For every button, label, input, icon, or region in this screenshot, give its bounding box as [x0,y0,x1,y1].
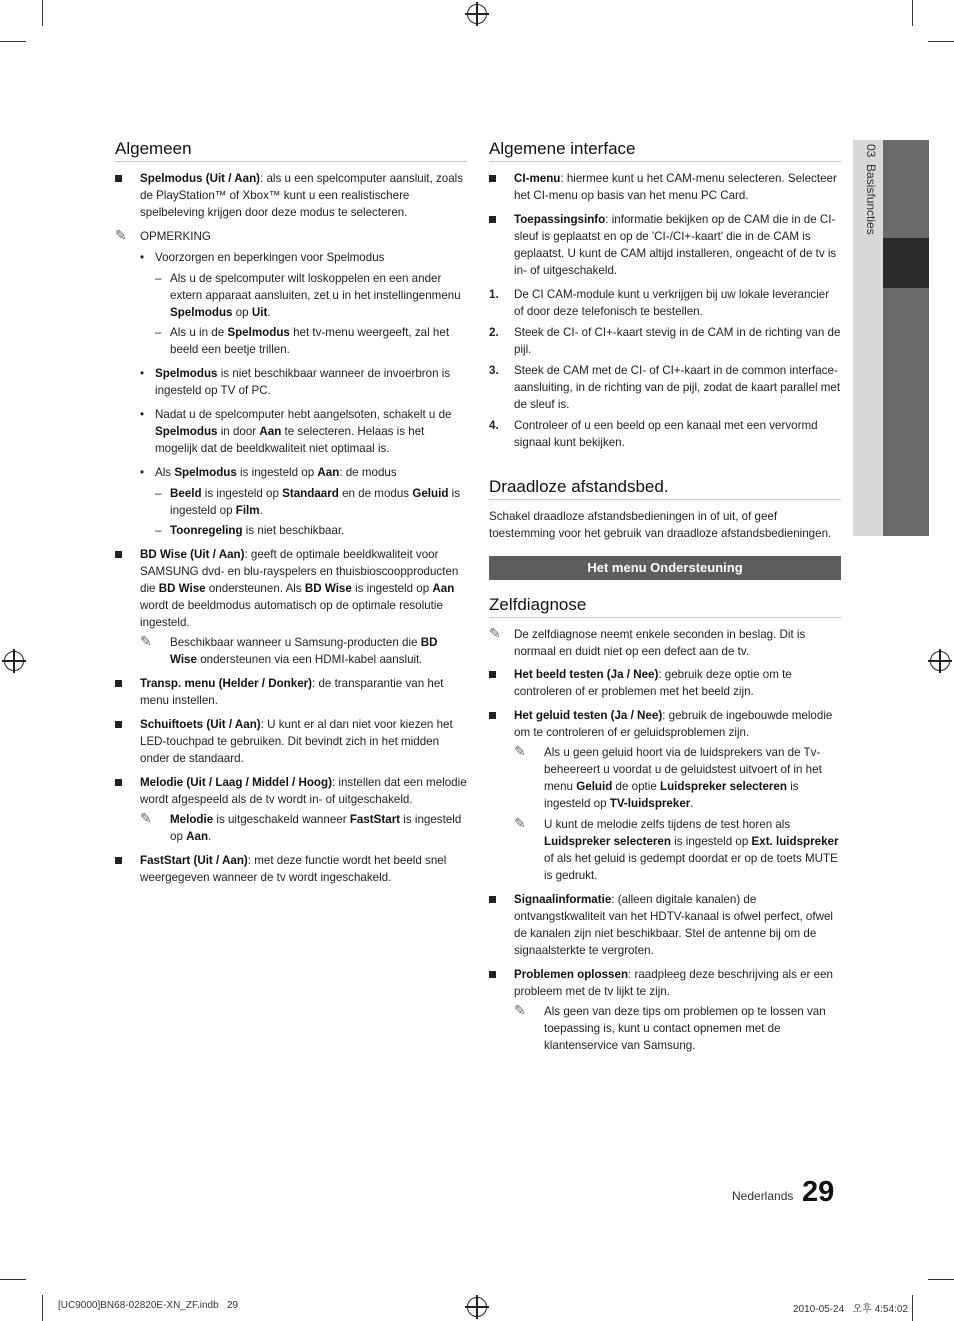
pencil-icon: ✎ [514,1002,526,1018]
note-bullet: • Als Spelmodus is ingesteld op Aan: de modus [140,466,397,479]
note-dash: – Als u de spelcomputer wilt loskoppelen en een ander extern apparaat aansluiten, zet u in het instellingenmenu Spelmodus op Uit. [155,272,461,319]
square-bullet-icon [115,721,122,728]
pencil-icon: ✎ [115,227,127,243]
note-bullet: • Voorzorgen en beperkingen voor Spelmodus [140,251,385,264]
note-geluid-2: ✎ U kunt de melodie zelfs tijdens de test horen als Luidspreker selecteren is ingesteld op Ext. luidspreker of als het geluid is gedempt doordat er op de toets MUTE is gedrukt. [514,815,839,882]
list-item-beeld-testen: Het beeld testen (Ja / Nee): gebruik deze optie om te controleren of er problemen met het beeld zijn. [489,666,841,700]
note-dash: – Toonregeling is niet beschikbaar. [155,524,345,537]
side-tab-label [858,144,878,235]
print-timestamp: 2010-05-24 오후 4:54:02 [793,1304,908,1315]
pencil-icon: ✎ [489,625,501,641]
registration-mark-icon [4,651,24,671]
side-tab-marker [883,238,929,288]
note-bullet: • Spelmodus is niet beschikbaar wanneer de invoerbron is ingesteld op TV of PC. [140,367,451,397]
list-item-geluid-testen: Het geluid testen (Ja / Nee): gebruik de ingebouwde melodie om te controleren of er geluidsproblemen zijn. [489,707,841,741]
note-dash: – Beeld is ingesteld op Standaard en de modus Geluid is ingesteld op Film. [155,487,460,517]
square-bullet-icon [489,175,496,182]
list-item-transp-menu: Transp. menu (Helder / Donker): de transparantie van het menu instellen. [115,675,467,709]
step-item: 2. Steek de CI- of CI+-kaart stevig in de CAM in de richting van de pijl. [489,326,841,356]
list-item-melodie: Melodie (Uit / Laag / Middel / Hoog): instellen dat een melodie wordt afgespeeld als de tv wordt in- of uitgeschakeld. [115,774,467,808]
step-item: 3. Steek de CAM met de CI- of CI+-kaart in de common interface-aansluiting, in de richting van de pijl, zodat de kaart parallel met de sleuf is. [489,364,841,411]
pencil-icon: ✎ [514,815,526,831]
crop-mark [928,1279,954,1280]
square-bullet-icon [489,712,496,719]
note-problemen: ✎ Als geen van deze tips om problemen op te lossen van toepassing is, kunt u contact opnemen met de klantenservice van Samsung. [514,1002,826,1052]
section-title-algemene-interface: Algemene interface [489,138,841,162]
pencil-icon: ✎ [140,633,152,649]
square-bullet-icon [489,216,496,223]
print-file-info: [UC9000]BN68-02820E-XN_ZF.indb 29 [58,1300,239,1311]
pencil-icon: ✎ [140,810,152,826]
crop-mark [912,0,913,26]
registration-mark-icon [467,1297,487,1317]
square-bullet-icon [115,175,122,182]
paragraph-draadloze: Schakel draadloze afstandsbedieningen in of uit, of geef toestemming voor het gebruik van draadloze afstandsbedieningen. [489,510,832,540]
right-column [489,138,841,1058]
section-title-draadloze: Draadloze afstandsbed. [489,476,841,500]
list-item-signaalinformatie: Signaalinformatie: (alleen digitale kanalen) de ontvangstkwaliteit van het HDTV-kanaal is ofwel perfect, ofwel de kanalen zijn niet beschikbaar. Stel de antenne bij om de signaalsterkte te vergroten. [489,891,841,959]
note-geluid-1: ✎ Als u geen geluid hoort via de luidsprekers van de Tv-beheereert u voordat u de geluidstest uitvoert of in het menu Geluid de optie Luidspreker selecteren is ingesteld op TV-luidspreker. [514,743,822,810]
square-bullet-icon [115,551,122,558]
footer-language: Nederlands [732,1189,794,1203]
note-heading: ✎ OPMERKING [115,227,211,243]
note-bullet: • Nadat u de spelcomputer hebt aangelsoten, schakelt u de Spelmodus in door Aan te selecteren. Helaas is het mogelijk dat de beeldkwaliteit niet optimaal is. [140,408,452,455]
crop-mark [928,41,954,42]
crop-mark [0,41,26,42]
registration-mark-icon [467,4,487,24]
note-dash: – Als u in de Spelmodus het tv-menu weergeeft, zal het beeld een beetje trillen. [155,326,450,356]
crop-mark [0,1279,26,1280]
list-item-toepassingsinfo: Toepassingsinfo: informatie bekijken op de CAM die in de CI-sleuf is geplaatst en op de 'CI-/CI+-kaart' die in de CAM is geplaatst. U kunt de CAM altijd installeren, ongeacht of de tv is in- of uitgeschakeld. [489,211,841,279]
crop-mark [912,1295,913,1321]
page-number: 29 [802,1176,835,1208]
registration-mark-icon [930,651,950,671]
list-item-bd-wise: BD Wise (Uit / Aan): geeft de optimale beeldkwaliteit voor SAMSUNG dvd- en blu-rayspelers en thuisbioscoopproducten die BD Wise ondersteunen. Als BD Wise is ingesteld op Aan wordt de beeldmodus automatisch op de optimale resolutie ingesteld. [115,546,467,631]
step-item: 1. De CI CAM-module kunt u verkrijgen bij uw lokale leverancier of door deze telefonisch te bestellen. [489,288,830,318]
pencil-icon: ✎ [514,743,526,759]
crop-mark [42,0,43,26]
list-item-spelmodus: Spelmodus (Uit / Aan): als u een spelcomputer aansluit, zoals de PlayStation™ of Xbox™ kunt u een realistischere spelbeleving krijgen door deze modus te selecteren. [115,170,467,221]
section-title-zelfdiagnose: Zelfdiagnose [489,594,841,618]
section-title-algemeen: Algemeen [115,138,467,162]
square-bullet-icon [489,896,496,903]
menu-section-bar: Het menu Ondersteuning [489,556,841,580]
left-column [115,138,467,893]
square-bullet-icon [489,971,496,978]
list-item-schuiftoets: Schuiftoets (Uit / Aan): U kunt er al dan niet voor kiezen het LED-touchpad te gebruiken. Dit bevindt zich in het midden onder de standaard. [115,716,467,767]
square-bullet-icon [115,680,122,687]
list-item-problemen-oplossen: Problemen oplossen: raadpleeg deze beschrijving als er een probleem met de tv lijkt te zijn. [489,966,841,1000]
square-bullet-icon [115,857,122,864]
crop-mark [42,1295,43,1321]
square-bullet-icon [489,671,496,678]
note-zelfdiagnose: ✎ De zelfdiagnose neemt enkele seconden in beslag. Dit is normaal en duidt niet op een defect aan de tv. [489,625,806,658]
chapter-number: 03 [864,144,878,158]
step-item: 4. Controleer of u een beeld op een kanaal met een vervormd signaal kunt bekijken. [489,419,818,449]
list-item-faststart: FastStart (Uit / Aan): met deze functie wordt het beeld snel weergegeven wanneer de tv wordt ingeschakeld. [115,852,467,886]
square-bullet-icon [115,779,122,786]
list-item-ci-menu: CI-menu: hiermee kunt u het CAM-menu selecteren. Selecteer het CI-menu op basis van het menu PC Card. [489,170,841,204]
side-tab-dark [883,140,929,536]
note-bd-wise: ✎ Beschikbaar wanneer u Samsung-producten die BD Wise ondersteunen via een HDMI-kabel aansluit. [140,633,438,666]
chapter-title: Basisfuncties [864,164,878,235]
note-melodie: ✎ Melodie is uitgeschakeld wanneer FastStart is ingesteld op Aan. [140,810,462,843]
